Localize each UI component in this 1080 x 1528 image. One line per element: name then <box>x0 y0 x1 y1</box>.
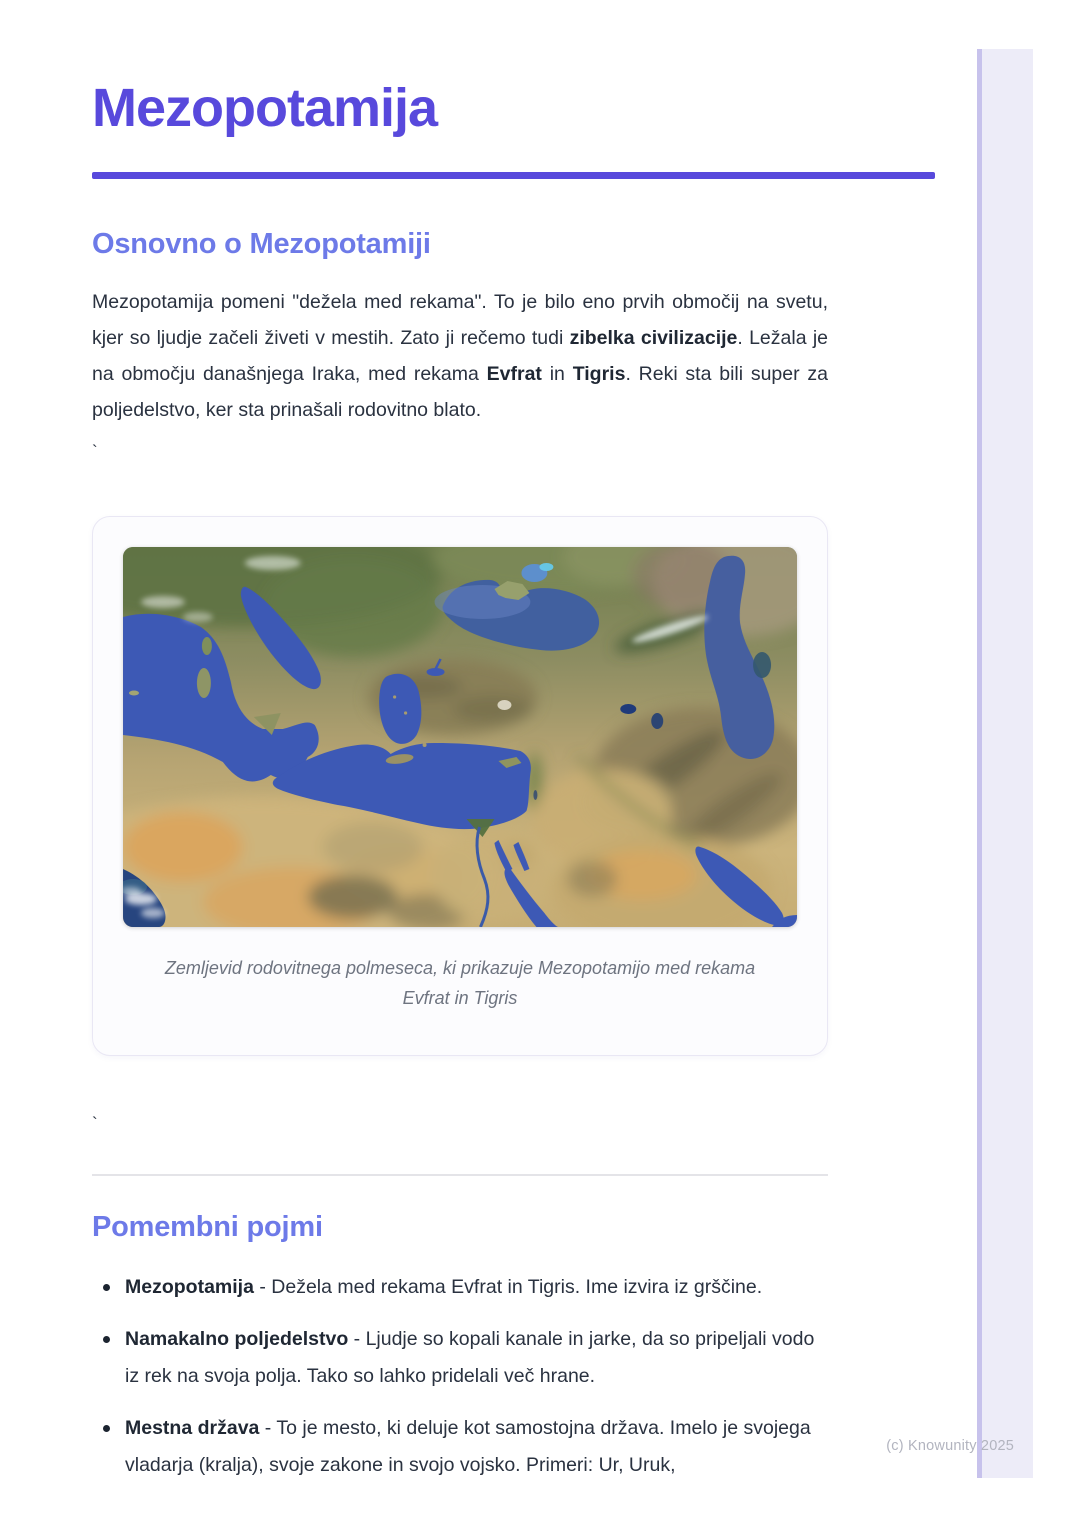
section-heading-pojmi: Pomembni pojmi <box>92 1211 323 1243</box>
term-definition: - Ljudje so kopali kanale in jarke, da so pripeljali vodo iz rek na svoja polja. Tako so lahko pridelali več hrane. <box>125 1328 815 1387</box>
term-item-mestna-drzava <box>92 1410 832 1484</box>
intro-text-1: Mezopotamija pomeni "dežela med rekama". To je bilo eno prvih območij na svetu, kjer so ljudje začeli živeti v mestih. Zato ji rečemo tudi <box>92 291 828 349</box>
intro-bold-zibelka: zibelka civilizacije <box>569 327 738 349</box>
page-title: Mezopotamija <box>92 78 438 138</box>
section-pojmi <box>92 1210 936 1484</box>
term-label: Mezopotamija <box>125 1276 254 1298</box>
section-osnovno <box>92 227 936 1134</box>
term-item-namakalno-poljedelstvo <box>92 1321 832 1395</box>
term-definition: - Dežela med rekama Evfrat in Tigris. Ime izvira iz grščine. <box>253 1276 763 1298</box>
note-content <box>92 0 936 1499</box>
intro-text-4: . Reki sta bili super za poljedelstvo, ker sta prinašali rodovitno blato. <box>92 363 828 421</box>
right-accent-bar <box>977 49 1033 1478</box>
term-label: Namakalno poljedelstvo <box>125 1328 349 1350</box>
intro-text-3: in <box>541 363 573 385</box>
intro-paragraph <box>92 284 828 428</box>
term-label: Mestna država <box>125 1417 260 1439</box>
watermark: (c) Knowunity 2025 <box>886 1438 1014 1454</box>
intro-bold-evfrat: Evfrat <box>486 363 542 385</box>
term-item-mezopotamija <box>92 1269 832 1306</box>
title-underline <box>92 172 935 179</box>
map-caption: Zemljevid rodovitnega polmeseca, ki prikazuje Mezopotamijo med rekama Evfrat in Tigris <box>164 958 756 1008</box>
section-heading-osnovno: Osnovno o Mezopotamiji <box>92 228 431 260</box>
term-definition: - To je mesto, ki deluje kot samostojna država. Imelo je svojega vladarja (kralja), svoje zakone in svojo vojsko. Primeri: Ur, Uruk, <box>125 1417 811 1476</box>
stray-backtick-1: ` <box>92 442 98 461</box>
terms-list <box>92 1269 832 1484</box>
stray-backtick-2: ` <box>92 1114 98 1133</box>
map-card <box>92 516 828 1056</box>
intro-bold-tigris: Tigris <box>572 363 626 385</box>
satellite-map-image <box>123 547 797 927</box>
section-divider <box>92 1174 828 1176</box>
intro-text-2: . Ležala je na območju današnjega Iraka, med rekama <box>92 327 828 385</box>
